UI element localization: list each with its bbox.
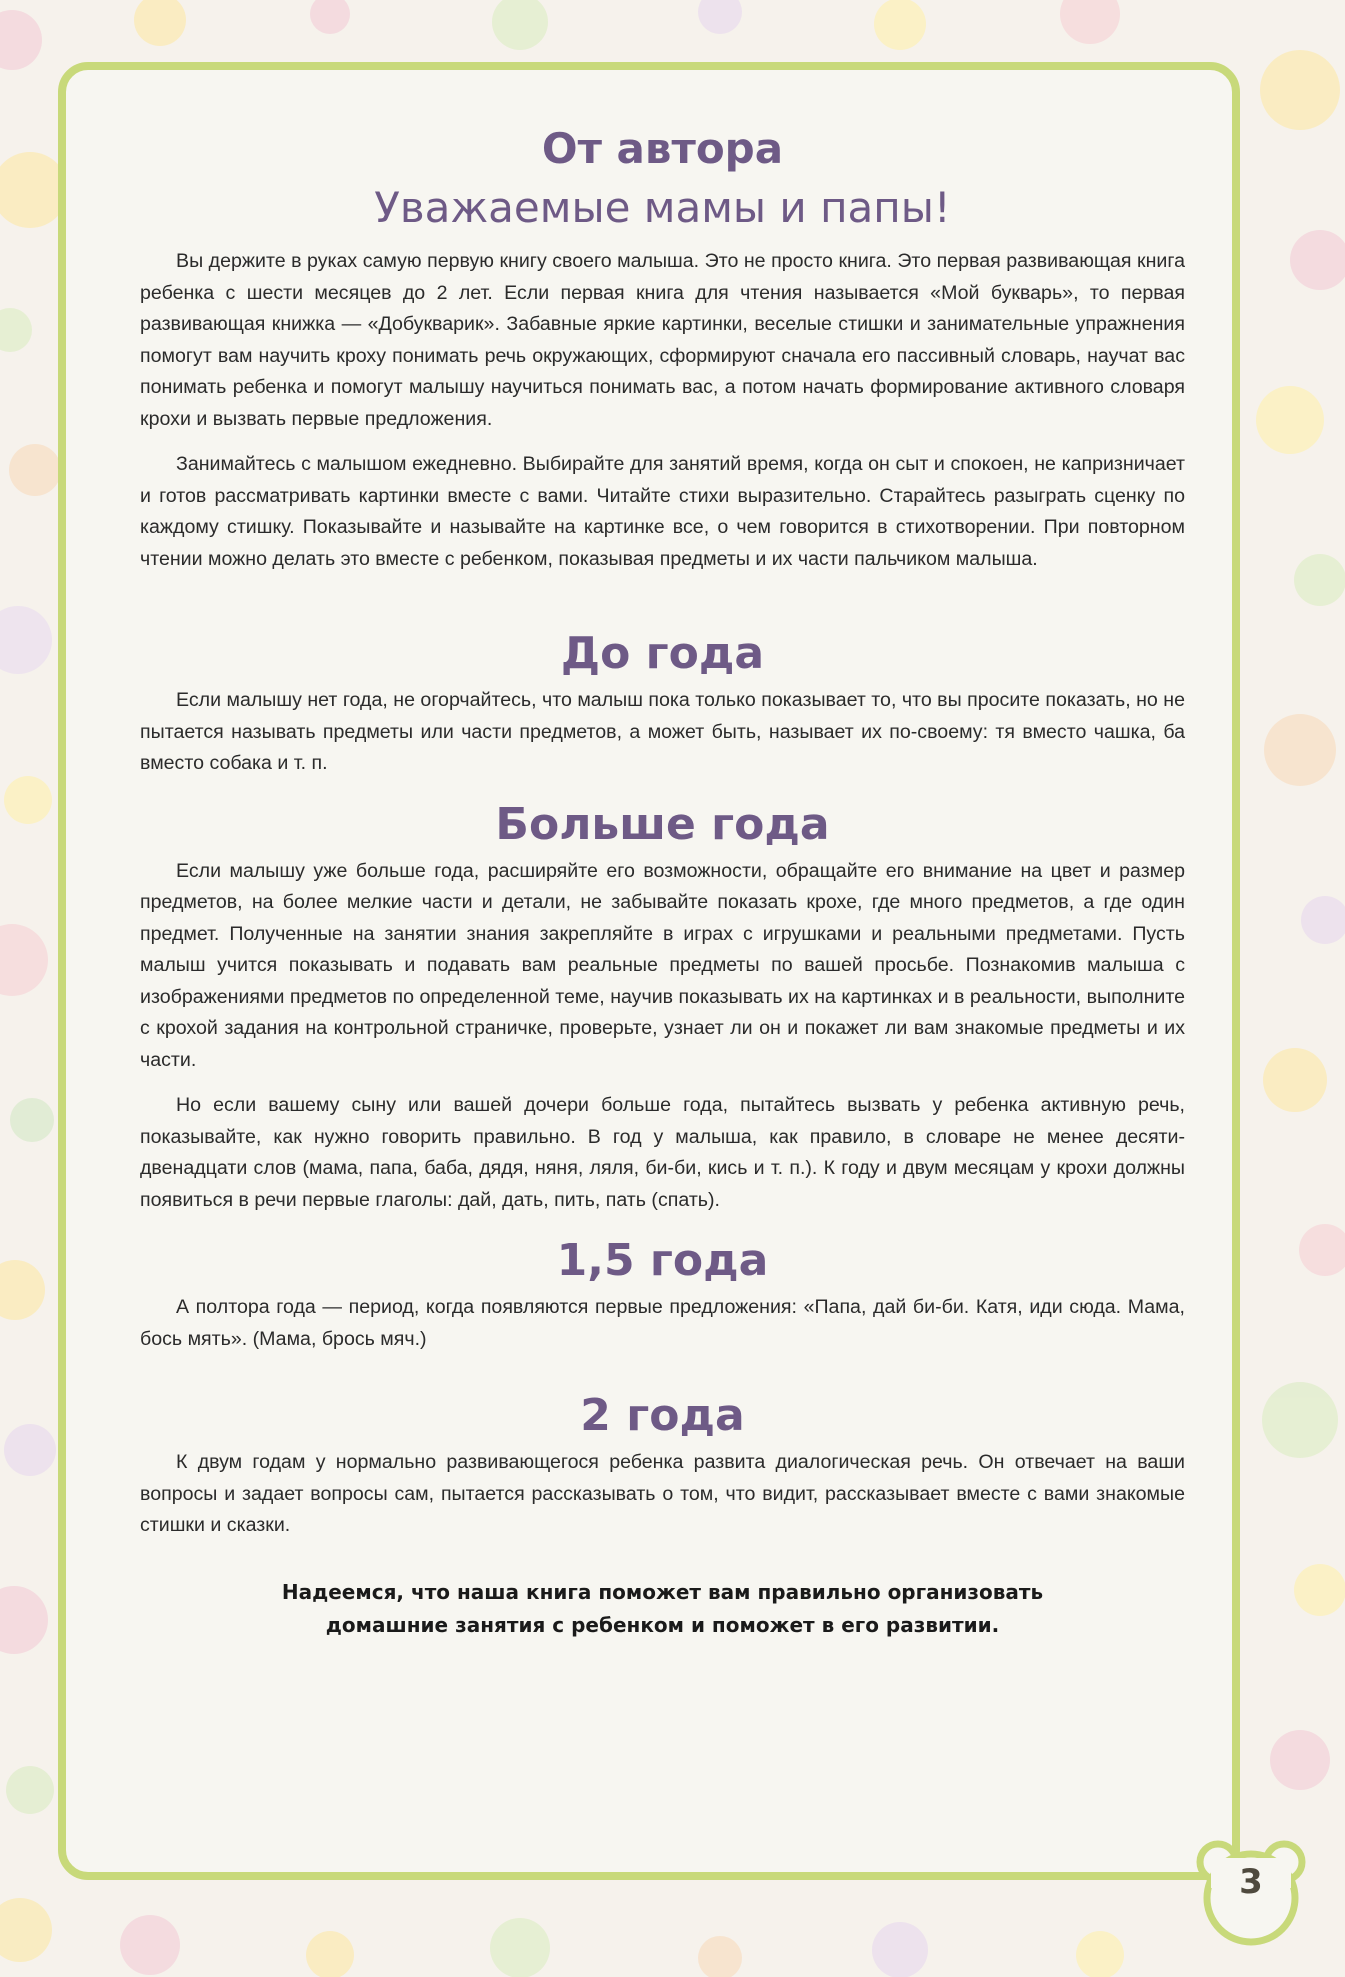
section-paragraph: К двум годам у нормально развивающегося ребенка развита диалогическая речь. Он отвечает на ваши вопросы и задает вопросы сам, пытается рассказывать о том, что видит, рассказывает вместе с вами знакомые стишки и сказки. bbox=[140, 1451, 1185, 1536]
section-paragraph: А полтора года — период, когда появляются первые предложения: «Папа, дай би-би. Катя, иди сюда. Мама, бось мять». (Мама, брось мяч.) bbox=[140, 1296, 1185, 1350]
closing-line: домашние занятия с ребенком и поможет в его развитии. bbox=[325, 1612, 1000, 1637]
page-number: 3 bbox=[1239, 1862, 1263, 1902]
section-heading-over-one-year: Больше года bbox=[495, 798, 830, 850]
section-paragraph: Но если вашему сыну или вашей дочери больше года, пытайтесь вызвать у ребенка активную речь, показывайте, как нужно говорить правильно. В год у малыша, как правило, в словаре не менее десяти-двенадцати слов (мама, папа, баба, дядя, няня, ляля, би-би, кись и т. п.). К году и двум месяцам у крохи должны появиться в речи первые глаголы: дай, дать, пить, пать (спать). bbox=[140, 1094, 1185, 1211]
article bbox=[140, 118, 1185, 1642]
closing-note bbox=[140, 1576, 1185, 1642]
intro-paragraph: Вы держите в руках самую первую книгу своего малыша. Это не просто книга. Это первая развивающая книга ребенка с шести месяцев до 2 лет. Если первая книга для чтения называется «Мой букварь», то первая развивающая книжка — «Добукварик». Забавные яркие картинки, веселые стишки и занимательные упражнения помогут вам научить кроху понимать речь окружающих, сформируют сначала его пассивный словарь, научат вас понимать ребенка и помогут малышу научиться понимать вас, а потом начать формирование активного словаря крохи и вызвать первые предложения. bbox=[140, 250, 1185, 430]
page-subtitle: Уважаемые мамы и папы! bbox=[374, 183, 951, 232]
section-heading-under-one-year: До года bbox=[560, 628, 765, 679]
page-title: От автора bbox=[541, 124, 784, 173]
section-heading-one-and-half-years: 1,5 года bbox=[556, 1235, 769, 1286]
intro-paragraph: Занимайтесь с малышом ежедневно. Выбирайте для занятий время, когда он сыт и спокоен, не капризничает и готов рассматривать картинки вместе с вами. Читайте стихи выразительно. Старайтесь разыграть сценку по каждому стишку. Показывайте и называйте на картинке все, о чем говорится в стихотворении. При повторном чтении можно делать это вместе с ребенком, показывая предметы и их части пальчиком малыша. bbox=[140, 453, 1185, 570]
closing-line: Надеемся, что наша книга поможет вам правильно организовать bbox=[281, 1579, 1044, 1604]
section-paragraph: Если малышу нет года, не огорчайтесь, что малыш пока только показывает то, что вы просите показать, но не пытается называть предметы или части предметов, а может быть, называет их по-своему: тя вместо чашка, ба вместо собака и т. п. bbox=[140, 689, 1185, 774]
section-heading-two-years: 2 года bbox=[580, 1390, 745, 1441]
section-paragraph: Если малышу уже больше года, расширяйте его возможности, обращайте его внимание на цвет и размер предметов, на более мелкие части и детали, не забывайте показать крохе, где много предметов, а где один предмет. Полученные на занятии знания закрепляйте в играх с игрушками и реальными предметами. Пусть малыш учится показывать и подавать вам реальные предметы по вашей просьбе. Познакомив малыша с изображениями предметов по определенной теме, научив показывать их на картинках и в реальности, выполните с крохой задания на контрольной страничке, проверьте, узнает ли он и покажет ли вам знакомые предметы и их части. bbox=[140, 859, 1185, 1071]
